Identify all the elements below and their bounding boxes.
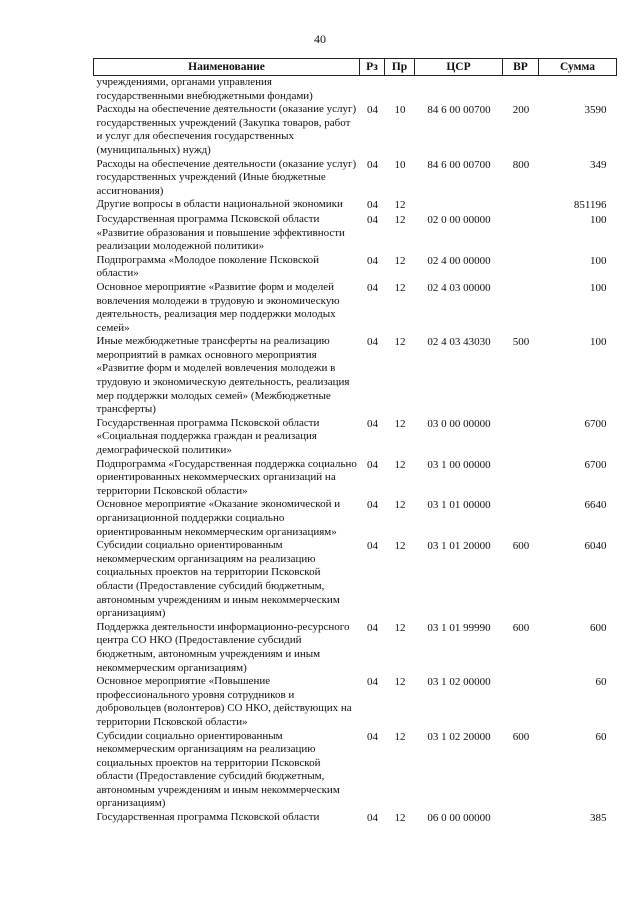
table-header	[94, 59, 617, 76]
table-row	[94, 539, 617, 621]
cell-sum: 60	[595, 676, 607, 689]
page-number: 40	[314, 32, 326, 46]
cell-csr	[415, 198, 503, 213]
cell-vr	[503, 458, 539, 499]
table-row	[94, 811, 617, 826]
cell-csr	[415, 76, 503, 104]
cell-name: Подпрограмма «Государственная поддержка социально ориентированных некоммерческих организаций на территории Псковской области»	[96, 457, 357, 497]
cell-csr: 84 6 00 00700	[427, 158, 491, 171]
cell-name: Субсидии социально ориентированным некоммерческим организациям на реализацию социальных проектов на территории Псковской области (Предоставление субсидий бюджетным, автономным учреждениям и иным некоммерческим организациям)	[96, 729, 340, 810]
cell-sum: 6040	[584, 540, 607, 553]
cell-pr: 12	[394, 540, 406, 553]
cell-vr	[503, 417, 539, 458]
cell-rz: 04	[367, 458, 378, 471]
cell-sum: 100	[590, 336, 607, 349]
cell-sum: 3590	[584, 104, 607, 117]
cell-name: Государственная программа Псковской области «Социальная поддержка граждан и реализация демографической политики»	[96, 416, 320, 457]
cell-sum	[539, 76, 617, 104]
table-row	[94, 730, 617, 812]
cell-pr	[385, 76, 415, 104]
cell-rz: 04	[367, 336, 378, 349]
cell-sum: 60	[595, 730, 607, 743]
cell-vr: 800	[512, 158, 530, 171]
header-name: Наименование	[94, 59, 360, 76]
cell-csr: 03 1 02 00000	[427, 676, 491, 689]
cell-csr: 02 4 00 00000	[427, 254, 491, 267]
cell-name: Расходы на обеспечение деятельности (оказание услуг) государственных учреждений (Закупка товаров, работ и услуг для обеспечения государственных (муниципальных) нужд)	[96, 103, 357, 156]
cell-vr: 600	[512, 730, 530, 743]
cell-name: Расходы на обеспечение деятельности (оказание услуг) государственных учреждений (Иные бюджетные ассигнования)	[96, 157, 357, 197]
cell-sum: 100	[590, 254, 607, 267]
cell-vr	[503, 76, 539, 104]
table-row	[94, 458, 617, 499]
cell-pr: 12	[394, 730, 406, 743]
cell-name: Подпрограмма «Молодое поколение Псковской области»	[96, 253, 319, 280]
table-row	[94, 213, 617, 254]
cell-name: учреждениями, органами управления государственными внебюджетными фондами)	[96, 76, 313, 102]
header-vr: ВР	[503, 59, 539, 76]
cell-pr: 12	[394, 199, 406, 212]
cell-pr: 12	[394, 336, 406, 349]
cell-name: Иные межбюджетные трансферты на реализацию мероприятий в рамках основного мероприятия «Развитие форм и моделей вовлечения молодежи в трудовую и экономическую деятельность, реализация мер поддержки молодых семей» (Межбюджетные трансферты)	[96, 335, 350, 416]
cell-sum: 385	[590, 812, 607, 825]
table-row	[94, 621, 617, 675]
header-rz: Рз	[360, 59, 385, 76]
cell-name: Государственная программа Псковской области	[96, 811, 320, 824]
cell-vr	[503, 281, 539, 335]
table-row	[94, 76, 617, 104]
cell-pr: 12	[394, 812, 406, 825]
cell-sum: 851196	[573, 199, 607, 212]
cell-csr: 03 1 01 99990	[427, 621, 491, 634]
header-sum: Сумма	[539, 59, 617, 76]
cell-rz	[360, 76, 385, 104]
cell-sum: 6640	[584, 499, 607, 512]
cell-pr: 12	[394, 213, 406, 226]
cell-csr: 02 4 03 00000	[427, 281, 491, 294]
cell-csr: 06 0 00 00000	[427, 812, 491, 825]
cell-rz: 04	[367, 621, 378, 634]
cell-sum: 100	[590, 281, 607, 294]
cell-csr: 03 1 00 00000	[427, 458, 491, 471]
table-row	[94, 254, 617, 281]
table-row	[94, 417, 617, 458]
cell-rz: 04	[367, 540, 378, 553]
cell-sum: 6700	[584, 458, 607, 471]
cell-rz: 04	[367, 199, 378, 212]
table-row	[94, 335, 617, 417]
table-row	[94, 675, 617, 729]
budget-table	[93, 58, 617, 826]
cell-vr: 600	[512, 540, 530, 553]
cell-name: Другие вопросы в области национальной экономики	[96, 198, 343, 211]
table-row	[94, 281, 617, 335]
cell-pr: 12	[394, 254, 406, 267]
cell-vr: 200	[512, 104, 530, 117]
cell-vr: 500	[512, 336, 530, 349]
cell-rz: 04	[367, 730, 378, 743]
cell-name: Основное мероприятие «Оказание экономической и организационной поддержки социально ориентированным некоммерческим организациям»	[96, 498, 341, 538]
cell-csr: 03 0 00 00000	[427, 417, 491, 430]
cell-rz: 04	[367, 104, 378, 117]
table-row	[94, 158, 617, 199]
cell-pr: 12	[394, 281, 406, 294]
table-row	[94, 498, 617, 539]
table-row	[94, 103, 617, 157]
cell-vr	[503, 213, 539, 254]
cell-rz: 04	[367, 499, 378, 512]
cell-sum: 600	[590, 621, 607, 634]
cell-rz: 04	[367, 676, 378, 689]
cell-vr	[503, 198, 539, 213]
cell-pr: 10	[394, 104, 406, 117]
cell-name: Государственная программа Псковской области «Развитие образования и повышение эффективности реализации молодежной политики»	[96, 212, 345, 253]
cell-rz: 04	[367, 213, 378, 226]
header-csr: ЦСР	[415, 59, 503, 76]
cell-pr: 12	[394, 499, 406, 512]
cell-csr: 02 0 00 00000	[427, 213, 491, 226]
cell-name: Поддержка деятельности информационно-ресурсного центра СО НКО (Предоставление субсидий бюджетным, автономным учреждениям и иным некоммерческим организациям)	[96, 620, 350, 674]
cell-vr	[503, 254, 539, 281]
cell-csr: 02 4 03 43030	[427, 336, 491, 349]
cell-csr: 84 6 00 00700	[427, 104, 491, 117]
table-row	[94, 198, 617, 213]
cell-rz: 04	[367, 158, 378, 171]
cell-pr: 12	[394, 458, 406, 471]
cell-sum: 100	[590, 213, 607, 226]
cell-name: Основное мероприятие «Развитие форм и моделей вовлечения молодежи в трудовую и экономическую деятельность, реализация мер поддержки молодых семей»	[96, 280, 340, 334]
header-pr: Пр	[385, 59, 415, 76]
cell-rz: 04	[367, 254, 378, 267]
cell-vr	[503, 811, 539, 826]
cell-rz: 04	[367, 417, 378, 430]
cell-vr	[503, 675, 539, 729]
cell-name: Основное мероприятие «Повышение профессионального уровня сотрудников и добровольцев (волонтеров) СО НКО, действующих на территории Псковской области»	[96, 675, 352, 728]
cell-sum: 6700	[584, 417, 607, 430]
cell-pr: 12	[394, 417, 406, 430]
cell-pr: 12	[394, 676, 406, 689]
cell-vr	[503, 498, 539, 539]
cell-csr: 03 1 01 00000	[427, 499, 491, 512]
cell-pr: 12	[394, 621, 406, 634]
cell-pr: 10	[394, 158, 406, 171]
cell-csr: 03 1 02 20000	[427, 730, 491, 743]
cell-rz: 04	[367, 812, 378, 825]
cell-vr: 600	[512, 621, 530, 634]
cell-csr: 03 1 01 20000	[427, 540, 491, 553]
cell-name: Субсидии социально ориентированным некоммерческим организациям на реализацию социальных проектов на территории Псковской области (Предоставление субсидий бюджетным, автономным учреждениям и иным некоммерческим организациям)	[96, 539, 340, 620]
cell-rz: 04	[367, 281, 378, 294]
cell-sum: 349	[590, 158, 607, 171]
